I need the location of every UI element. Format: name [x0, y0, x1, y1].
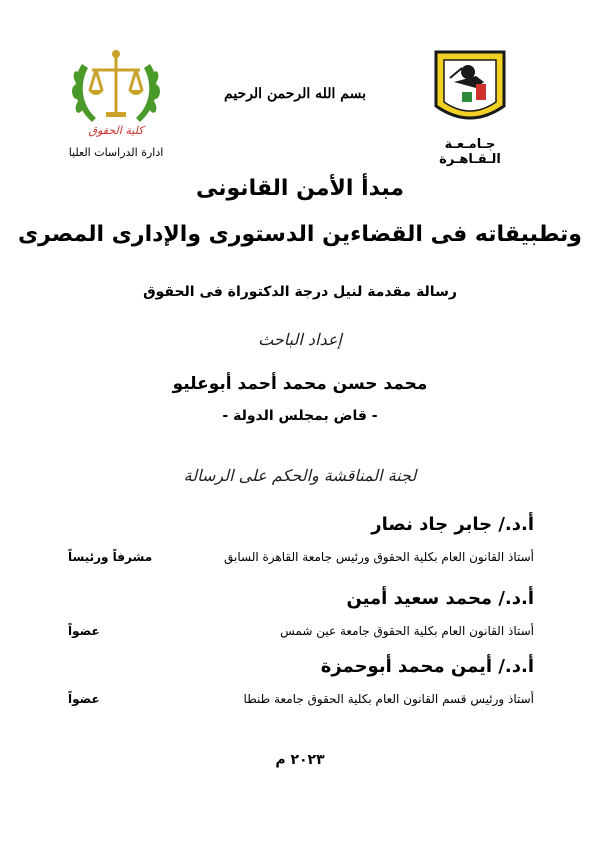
logo-emblem-text: كلية الحقوق	[88, 124, 144, 137]
cairo-university-logo	[432, 48, 508, 128]
committee-member-role: عضواً	[68, 692, 100, 706]
committee-member-name: أ.د./ محمد سعيد أمين	[346, 588, 534, 609]
committee-label: لجنة المناقشة والحكم على الرسالة	[183, 466, 417, 485]
committee-member-role: مشرفاً ورئيساً	[68, 550, 153, 564]
cairo-university-caption: جـامـعـة الـقـاهـرة	[439, 137, 501, 167]
researcher-position: - قاض بمجلس الدولة -	[222, 408, 378, 424]
committee-member-role: عضواً	[68, 624, 100, 638]
graduate-studies-caption: ادارة الدراسات العليا	[68, 146, 164, 159]
prepared-by-label: إعداد الباحث	[258, 330, 342, 349]
committee-member-description: أستاذ القانون العام بكلية الحقوق ورئيس جامعة القاهرة السابق	[224, 550, 534, 564]
researcher-name: محمد حسن محمد أحمد أبوعليو	[172, 374, 428, 394]
committee-member-description: أستاذ ورئيس قسم القانون العام بكلية الحقوق جامعة طنطا	[243, 692, 534, 706]
thesis-title-line1: مبدأ الأمن القانونى	[196, 176, 404, 201]
committee-member-name: أ.د./ جابر جاد نصار	[371, 514, 534, 535]
thesis-title-line2: وتطبيقاته فى القضاءين الدستورى والإدارى المصرى	[18, 222, 582, 247]
thesis-year: ٢٠٢٣ م	[275, 752, 325, 768]
committee-member-description: أستاذ القانون العام بكلية الحقوق جامعة عين شمس	[280, 624, 534, 638]
basmala: بسم الله الرحمن الرحيم	[224, 86, 366, 102]
committee-member-name: أ.د./ أيمن محمد أبوحمزة	[320, 656, 534, 677]
thesis-subtitle: رسالة مقدمة لنيل درجة الدكتوراة فى الحقوق	[143, 284, 457, 300]
faculty-of-law-logo	[62, 44, 170, 140]
